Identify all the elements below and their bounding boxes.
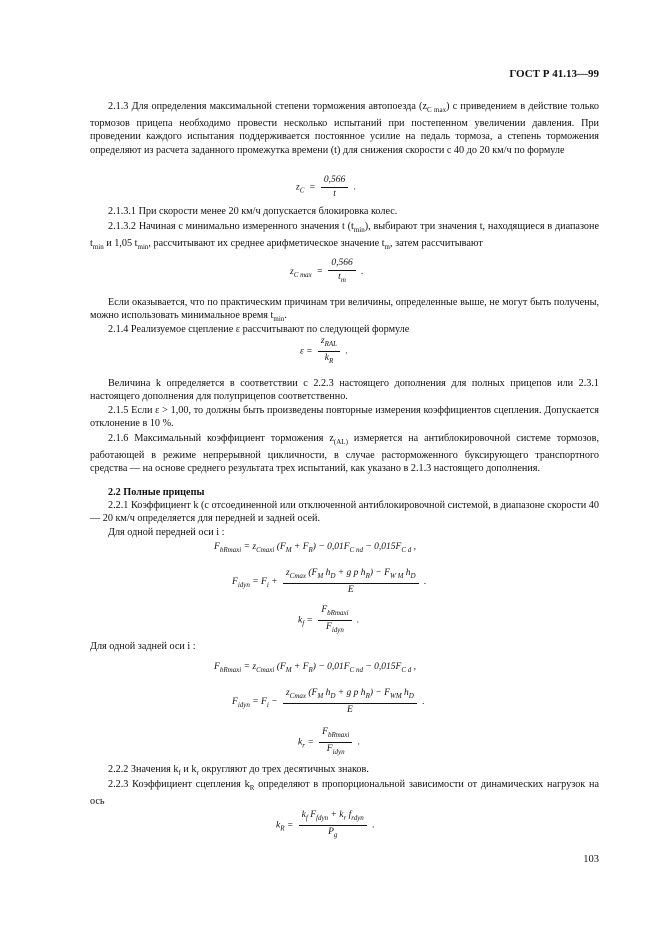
- formula-kr: $k_r$ = $\frac{F_{bRmaxi}}{F_{idyn}}$ .: [298, 727, 361, 756]
- paragraph-if: Если оказывается, что по практическим причинам три величины, определенные выше, не могут быть получены, можно использовать минимальное время $t_{min}$.: [90, 297, 599, 324]
- paragraph-2-1-6: 2.1.6 Максимальный коэффициент торможения $z_{(AL)}$ измеряется на антиблокировочной системе тормозов, работающей в режиме непрерывной цикличности, в случае расторможенного буксирующего транспортного средства — на основе среднего результата трех испытаний, как указано в 2.1.3 настоящего дополнения.: [90, 433, 599, 475]
- formula-fbrmax-front: $F_{bRmaxi} = z_{Cmaxi}$ $(F_M + F_R) - 0,01F_{C nd} - 0,015F_{C d}$ ,: [214, 542, 416, 554]
- paragraph-2-1-3-1: 2.1.3.1 При скорости менее 20 км/ч допускается блокировка колес.: [108, 206, 398, 217]
- paragraph-2-1-3-2: 2.1.3.2 Начиная с минимально измеренного значения t $(t_{min})$, выбирают три значения t, находящиеся в диапазоне $t_{min}$ и 1,05 $t_{min}$, рассчитывают их среднее арифметическое значение $t_m$, затем рассчитывают: [90, 221, 599, 252]
- formula-zc: $z_C$ = $\frac{0,566}{t}$ .: [296, 175, 357, 199]
- paragraph-2-1-5: 2.1.5 Если ε > 1,00, то должны быть произведены повторные измерения коэффициентов сцепления. Допускается отклонение в 10 %.: [90, 405, 599, 430]
- document-header: ГОСТ Р 41.13—99: [509, 68, 599, 80]
- formula-fbrmax-rear: $F_{bRmaxi} = z_{Cmaxi}$ $(F_M + F_R) - 0,01F_{C nd} - 0,015F_{C d}$ ,: [214, 662, 416, 674]
- paragraph-2-2-3: 2.2.3 Коэффициент сцепления $k_R$ определяют в пропорциональной зависимости от динамических нагрузок на ось: [90, 779, 599, 808]
- formula-fidyn-rear: $F_{idyn} = F_i$ − $\frac{z_{Cmax} (F_M h_D + g p h_R) - F_{WM} h_D}{E}$ .: [232, 688, 425, 715]
- heading-2-2: 2.2 Полные прицепы: [108, 487, 205, 498]
- formula-epsilon: ε = $\frac{z_{RAL}}{k_R}$ .: [300, 336, 348, 365]
- formula-zcmax: $z_{C max}$ = $\frac{0,566}{t_m}$ .: [290, 258, 364, 284]
- paragraph-k: Величина k определяется в соответствии с 2.2.3 настоящего дополнения для полных прицепов или 2.3.1 настоящего дополнения для полуприцепов соответственно.: [90, 378, 599, 403]
- page-number: 103: [583, 854, 599, 865]
- paragraph-2-1-4: 2.1.4 Реализуемое сцепление ε рассчитывают по следующей формуле: [108, 324, 410, 335]
- formula-kr-coupling: $k_R$ = $\frac{k_f F_{fdyn} + k_r f_{rdyn}}{P_g}$ .: [276, 810, 375, 839]
- formula-fidyn-front: $F_{idyn} = F_i$ + $\frac{z_{Cmax} (F_M h_D + g p h_R) - F_{W M} h_D}{E}$ .: [232, 568, 427, 595]
- paragraph-2-2-2: 2.2.2 Значения $k_f$ и $k_r$ округляют до трех десятичных знаков.: [108, 764, 369, 778]
- paragraph-2-2-1: 2.2.1 Коэффициент k (с отсоединенной или отключенной антиблокировочной системой, в диапазоне скорости 40 — 20 км/ч определяется для передней и задней осей.: [90, 500, 599, 525]
- paragraph-2-1-3: 2.1.3 Для определения максимальной степени торможения автопоезда $(z_{C max})$ с приведением в действие только тормозов прицепа необходимо провести несколько испытаний при постепенном увеличении давления. При проведении каждого испытания поддерживается постоянное усилие на педаль тормоза, а степень торможения определяют из расчета заданного промежутка времени (t) для снижения скорости с 40 до 20 км/ч по формуле: [90, 101, 599, 156]
- label-rear-axle: Для одной задней оси i :: [90, 641, 196, 652]
- formula-kf: $k_f$ = $\frac{F_{bRmaxi}}{F_{idyn}}$ .: [298, 605, 360, 634]
- label-front-axle: Для одной передней оси i :: [108, 527, 225, 538]
